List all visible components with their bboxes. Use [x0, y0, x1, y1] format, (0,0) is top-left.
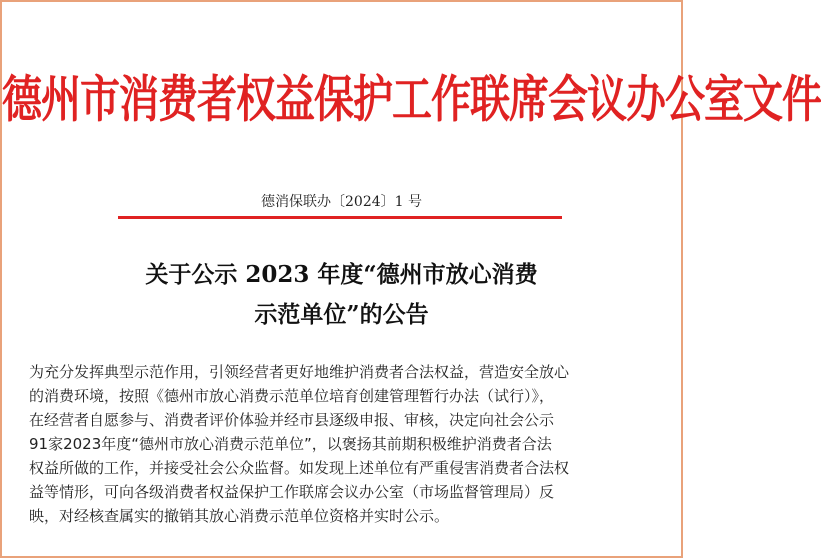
body-line-1: 为充分发挥典型示范作用，引领经营者更好地维护消费者合法权益，营造安全放心: [29, 363, 570, 381]
red-divider-line: [118, 216, 562, 219]
notice-body: [29, 360, 651, 528]
notice-title-line-1: 关于公示 2023 年度“德州市放心消费: [145, 261, 538, 288]
body-line-4: 91家2023年度“德州市放心消费示范单位”，以褒扬其前期积极维护消费者合法: [29, 435, 552, 453]
body-line-6: 益等情形，可向各级消费者权益保护工作联席会议办公室（市场监督管理局）反: [29, 483, 555, 501]
body-line-2: 的消费环境，按照《德州市放心消费示范单位培育创建管理暂行办法（试行）》，: [29, 387, 555, 405]
body-line-5: 权益所做的工作，并接受社会公众监督。如发现上述单位有严重侵害消费者合法权: [29, 459, 570, 477]
document-header-title: 德州市消费者权益保护工作联席会议办公室文件: [2, 70, 821, 129]
body-line-7: 映，对经核查属实的撤销其放心消费示范单位资格并实时公示。: [29, 507, 450, 525]
notice-title: [2, 255, 681, 335]
notice-title-line-2: 示范单位”的公告: [254, 301, 429, 328]
document-number: 德消保联办〔2024〕1 号: [261, 194, 422, 210]
body-line-3: 在经营者自愿参与、消费者评价体验并经市县逐级申报、审核，决定向社会公示: [29, 411, 555, 429]
